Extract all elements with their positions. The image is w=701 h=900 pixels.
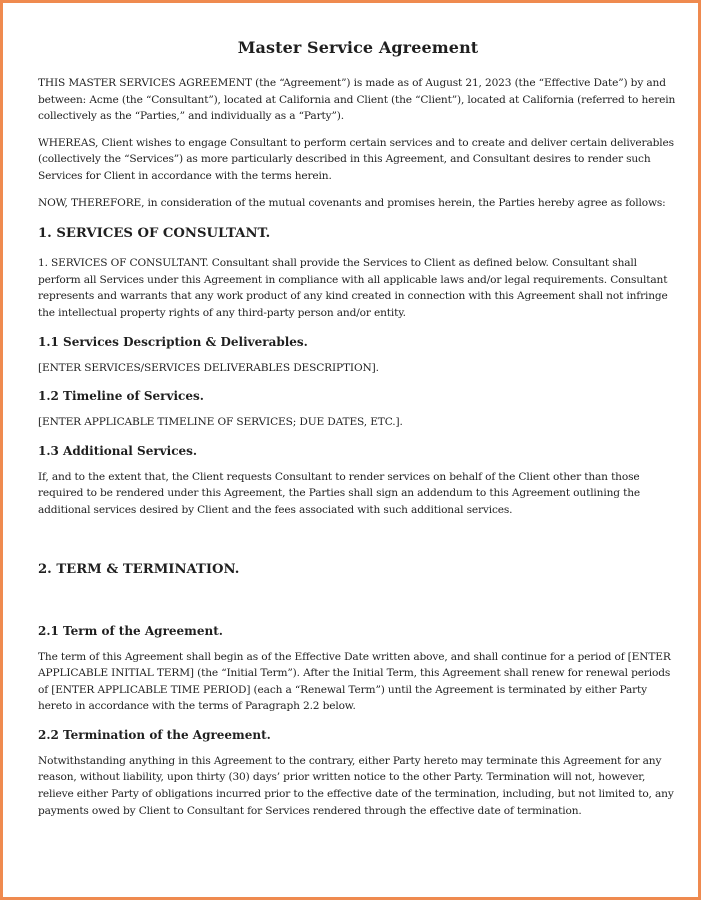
whereas-paragraph: WHEREAS, Client wishes to engage Consultant to perform certain services and to create and deliver certain deliverables (collectively the “Services”) as more particularly described in this Agreement, and Consultant desires to render such Services for Client in accordance with the terms herein. [38, 136, 674, 182]
section-1-heading: 1. SERVICES OF CONSULTANT. [38, 226, 271, 242]
section-1-2-heading: 1.2 Timeline of Services. [38, 389, 204, 404]
document-content [38, 36, 678, 829]
section-1-3-heading: 1.3 Additional Services. [38, 443, 198, 458]
section-1-2-body: [ENTER APPLICABLE TIMELINE OF SERVICES; DUE DATES, ETC.]. [38, 416, 403, 429]
document-title: Master Service Agreement [237, 38, 479, 57]
intro-paragraph: THIS MASTER SERVICES AGREEMENT (the “Agreement”) is made as of August 21, 2023 (the “Effective Date”) by and between: Acme (the “Consultant”), located at California and Client (the “Client”), located at California (referred to herein collectively as the “Parties,” and individually as a “Party”). [38, 77, 676, 123]
section-2-2-heading: 2.2 Termination of the Agreement. [38, 727, 271, 742]
section-1-3-body: If, and to the extent that, the Client requests Consultant to render services on behalf of the Client other than those required to be rendered under this Agreement, the Parties shall sign an addendum to this Agreement outlining the additional services desired by Client and the fees associated with such additional services. [38, 470, 640, 516]
section-2-1-heading: 2.1 Term of the Agreement. [38, 623, 223, 638]
section-2-2-body: Notwithstanding anything in this Agreement to the contrary, either Party hereto may terminate this Agreement for any reason, without liability, upon thirty (30) days’ prior written notice to the other Party. Termination will not, however, relieve either Party of obligations incurred prior to the effective date of the termination, including, but not limited to, any payments owed by Client to Consultant for Services rendered through the effective date of termination. [38, 754, 674, 817]
section-1-1-heading: 1.1 Services Description & Deliverables. [38, 334, 308, 349]
section-1-1-body: [ENTER SERVICES/SERVICES DELIVERABLES DESCRIPTION]. [38, 361, 379, 374]
section-2-heading: 2. TERM & TERMINATION. [38, 561, 240, 577]
section-2-1-body: The term of this Agreement shall begin as of the Effective Date written above, and shall continue for a period of [ENTER APPLICABLE INITIAL TERM] (the “Initial Term”). After the Initial Term, this Agreement shall renew for renewal periods of [ENTER APPLICABLE TIME PERIOD] (each a “Renewal Term”) until the Agreement is terminated by either Party hereto in accordance with the terms of Paragraph 2.2 below. [38, 650, 671, 713]
section-1-body: 1. SERVICES OF CONSULTANT. Consultant shall provide the Services to Client as defined below. Consultant shall perform all Services under this Agreement in compliance with all applicable laws and/or legal requirements. Consultant represents and warrants that any work product of any kind created in connection with this Agreement shall not infringe the intellectual property rights of any third-party person and/or entity. [38, 257, 668, 319]
now-therefore-paragraph: NOW, THEREFORE, in consideration of the mutual covenants and promises herein, the Parties hereby agree as follows: [38, 196, 666, 209]
